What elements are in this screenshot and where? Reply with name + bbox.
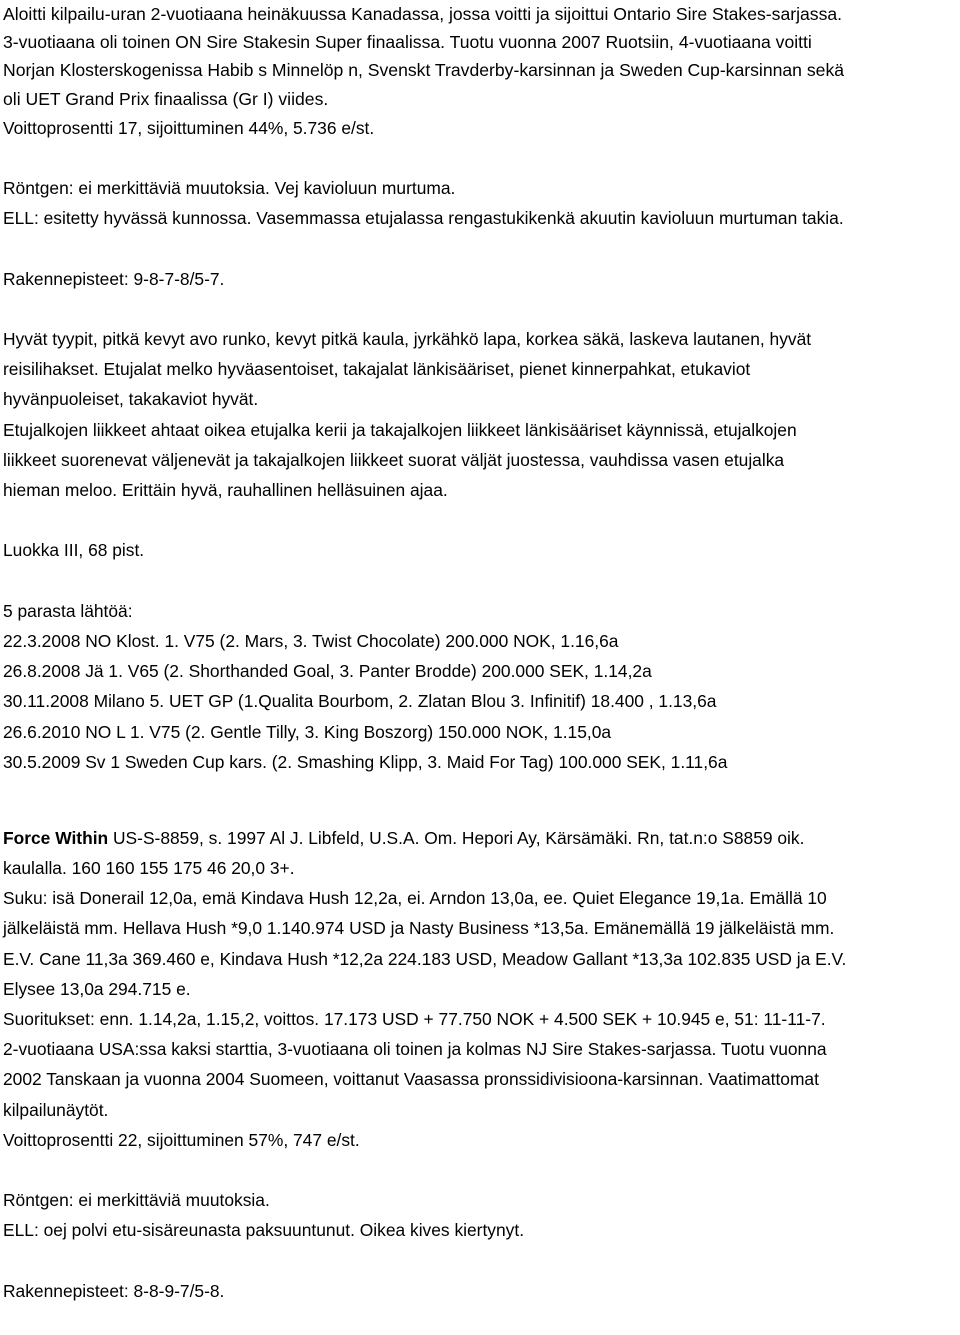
horse-header-line xyxy=(3,823,958,853)
rakennepisteet-line: Rakennepisteet: 9-8-7-8/5-7. xyxy=(3,268,225,289)
intro-line: 3-vuotiaana oli toinen ON Sire Stakesin Super finaalissa. Tuotu vuonna 2007 Ruotsiin, 4-vuotiaana voitti xyxy=(3,32,812,53)
rontgen-line: Röntgen: ei merkittäviä muutoksia. Vej kavioluun murtuma. xyxy=(3,178,456,199)
start-line: 30.5.2009 Sv 1 Sweden Cup kars. (2. Smashing Klipp, 3. Maid For Tag) 100.000 SEK, 1.11,6a xyxy=(3,751,728,772)
spacer xyxy=(3,234,958,264)
spacer xyxy=(3,1246,958,1276)
intro-line: Aloitti kilpailu-uran 2-vuotiaana heinäkuussa Kanadassa, jossa voitti ja sijoittui Ontario Sire Stakes-sarjassa. xyxy=(3,4,843,24)
intro-line: Norjan Klosterskogenissa Habib s Minnelöp n, Svenskt Travderby-karsinnan ja Sweden Cup-karsinnan sekä xyxy=(3,60,845,81)
spacer xyxy=(3,1155,958,1185)
horse-header-details: US-S-8859, s. 1997 Al J. Libfeld, U.S.A. Om. Hepori Ay, Kärsämäki. Rn, tat.n:o S8859 oik. xyxy=(108,827,805,848)
spacer xyxy=(3,294,958,324)
best-starts-heading: 5 parasta lähtöä: xyxy=(3,600,133,621)
description-line: Hyvät tyypit, pitkä kevyt avo runko, kevyt pitkä kaula, jyrkähkö lapa, korkea säkä, laskeva lautanen, hyvät xyxy=(3,329,812,350)
body-line: 2002 Tanskaan ja vuonna 2004 Suomeen, voittanut Vaasassa pronssidivisioona-karsinnan. Vaatimattomat xyxy=(3,1069,819,1090)
spacer xyxy=(3,777,958,823)
description-line: hyvänpuoleiset, takakaviot hyvät. xyxy=(3,389,259,410)
class-line: Luokka III, 68 pist. xyxy=(3,540,145,561)
document-page xyxy=(3,0,958,1306)
start-line: 22.3.2008 NO Klost. 1. V75 (2. Mars, 3. Twist Chocolate) 200.000 NOK, 1.16,6a xyxy=(3,630,619,651)
body-line: Suku: isä Donerail 12,0a, emä Kindava Hush 12,2a, ei. Arndon 13,0a, ee. Quiet Elegance 19,1a. Emällä 10 xyxy=(3,888,827,909)
body-line: E.V. Cane 11,3a 369.460 e, Kindava Hush *12,2a 224.183 USD, Meadow Gallant *13,3a 102.835 USD ja E.V. xyxy=(3,948,847,969)
description-line: liikkeet suorenevat väljenevät ja takajalkojen liikkeet suorat väljät juostessa, vauhdissa vasen etujalka xyxy=(3,449,785,470)
start-line: 26.6.2010 NO L 1. V75 (2. Gentle Tilly, 3. King Boszorg) 150.000 NOK, 1.15,0a xyxy=(3,721,612,742)
spacer xyxy=(3,143,958,173)
description-line: hieman meloo. Erittäin hyvä, rauhallinen helläsuinen ajaa. xyxy=(3,480,448,500)
body-line: jälkeläistä mm. Hellava Hush *9,0 1.140.974 USD ja Nasty Business *13,5a. Emänemällä 19 jälkeläistä mm. xyxy=(3,918,835,939)
rontgen-line: Röntgen: ei merkittäviä muutoksia. xyxy=(3,1190,270,1211)
intro-line: oli UET Grand Prix finaalissa (Gr I) viides. xyxy=(3,88,329,109)
body-line: 2-vuotiaana USA:ssa kaksi starttia, 3-vuotiaana oli toinen ja kolmas NJ Sire Stakes-sarjassa. Tuotu vuonna xyxy=(3,1039,827,1060)
horse-name: Force Within xyxy=(3,827,109,848)
win-percentage-line: Voittoprosentti 17, sijoittuminen 44%, 5.736 e/st. xyxy=(3,117,375,138)
spacer xyxy=(3,566,958,596)
body-line: kilpailunäytöt. xyxy=(3,1099,109,1120)
body-line: Elysee 13,0a 294.715 e. xyxy=(3,978,191,999)
ell-line: ELL: oej polvi etu-sisäreunasta paksuuntunut. Oikea kives kiertynyt. xyxy=(3,1220,525,1241)
start-line: 26.8.2008 Jä 1. V65 (2. Shorthanded Goal, 3. Panter Brodde) 200.000 SEK, 1.14,2a xyxy=(3,661,652,682)
ell-line: ELL: esitetty hyvässä kunnossa. Vasemmassa etujalassa rengastukikenkä akuutin kavioluun murtuman takia. xyxy=(3,208,844,229)
spacer xyxy=(3,505,958,535)
description-line: Etujalkojen liikkeet ahtaat oikea etujalka kerii ja takajalkojen liikkeet länkisääriset käynnissä, etujalkojen xyxy=(3,419,797,440)
horse-header-line: kaulalla. 160 160 155 175 46 20,0 3+. xyxy=(3,858,295,879)
body-line: Suoritukset: enn. 1.14,2a, 1.15,2, voittos. 17.173 USD + 77.750 NOK + 4.500 SEK + 10.945 e, 51: 11-11-7. xyxy=(3,1009,826,1029)
win-percentage-line: Voittoprosentti 22, sijoittuminen 57%, 747 e/st. xyxy=(3,1129,360,1150)
start-line: 30.11.2008 Milano 5. UET GP (1.Qualita Bourbom, 2. Zlatan Blou 3. Infinitif) 18.400 , 1.13,6a xyxy=(3,691,717,712)
rakennepisteet-line: Rakennepisteet: 8-8-9-7/5-8. xyxy=(3,1280,225,1301)
description-line: reisilihakset. Etujalat melko hyväasentoiset, takajalat länkisääriset, pienet kinnerpahkat, etukaviot xyxy=(3,359,751,380)
